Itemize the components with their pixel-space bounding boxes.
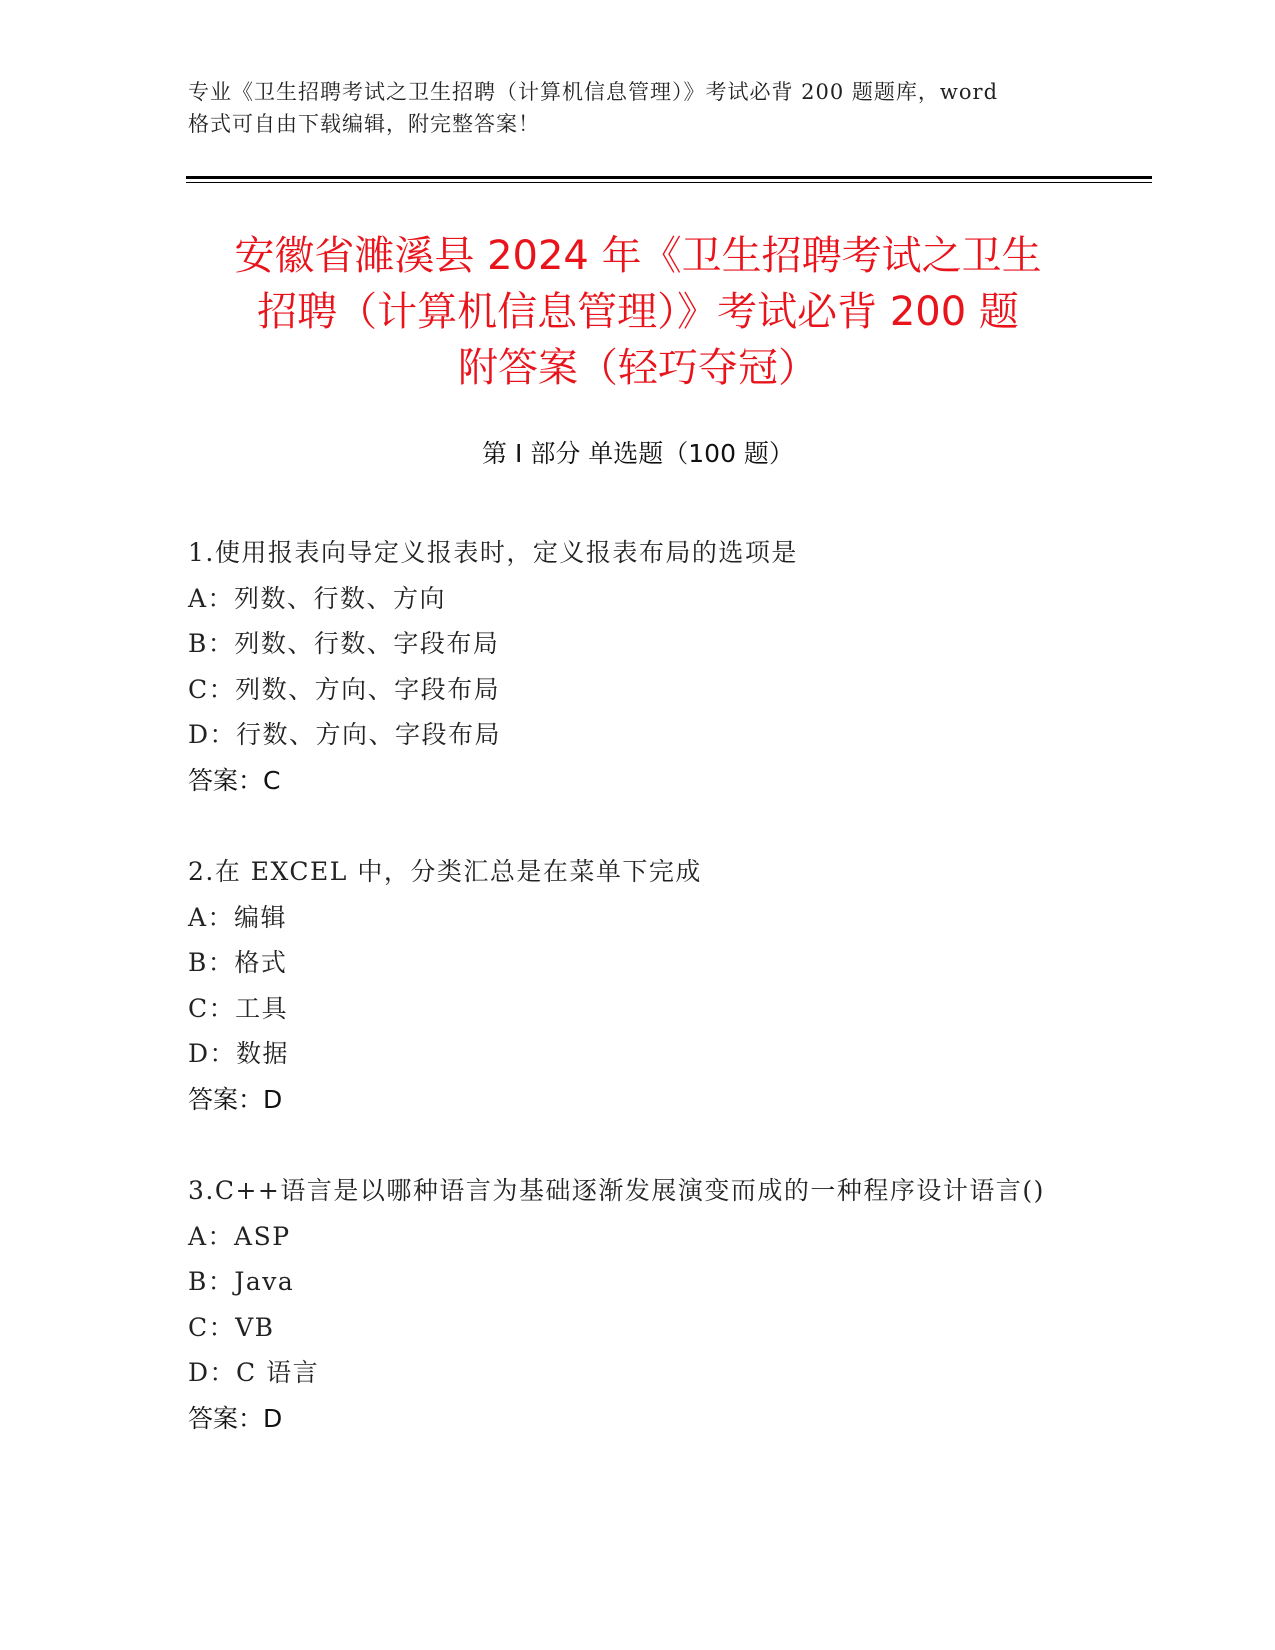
answer-line: 答案：D bbox=[188, 1084, 283, 1114]
option-b: B：Java bbox=[188, 1267, 295, 1296]
document-title bbox=[188, 228, 1088, 396]
option-d: D：数据 bbox=[188, 1039, 290, 1068]
option-d: D：C 语言 bbox=[188, 1358, 320, 1387]
option-a: A：编辑 bbox=[188, 902, 288, 932]
document-title-line-3: 附答案（轻巧夺冠） bbox=[458, 345, 818, 391]
header-divider-thin bbox=[186, 182, 1152, 183]
document-title-line-1: 安徽省濉溪县 2024 年《卫生招聘考试之卫生 bbox=[234, 233, 1042, 279]
option-c: C：VB bbox=[188, 1312, 275, 1342]
option-b: B：列数、行数、字段布局 bbox=[188, 629, 500, 658]
question-stem: 3.C++语言是以哪种语言为基础逐渐发展演变而成的一种程序设计语言() bbox=[188, 1176, 1045, 1205]
header-divider-thick bbox=[186, 176, 1152, 179]
answer-line: 答案：C bbox=[188, 765, 281, 795]
header-note bbox=[188, 76, 1088, 140]
option-c: C：列数、方向、字段布局 bbox=[188, 674, 501, 704]
option-d: D：行数、方向、字段布局 bbox=[188, 720, 502, 749]
question-1 bbox=[188, 530, 1088, 803]
question-stem: 2.在 EXCEL 中，分类汇总是在菜单下完成 bbox=[188, 857, 702, 886]
option-a: A：列数、行数、方向 bbox=[188, 583, 447, 613]
option-b: B：格式 bbox=[188, 948, 288, 977]
question-2 bbox=[188, 849, 1088, 1122]
option-c: C：工具 bbox=[188, 993, 289, 1023]
header-note-line-2: 格式可自由下载编辑，附完整答案！ bbox=[188, 112, 540, 136]
section-heading: 第 I 部分 单选题（100 题） bbox=[482, 439, 794, 468]
document-title-line-2: 招聘（计算机信息管理）》考试必背 200 题 bbox=[257, 289, 1019, 335]
question-stem: 1.使用报表向导定义报表时，定义报表布局的选项是 bbox=[188, 538, 798, 567]
answer-line: 答案：D bbox=[188, 1403, 283, 1433]
option-a: A：ASP bbox=[188, 1221, 291, 1251]
header-note-line-1: 专业《卫生招聘考试之卫生招聘（计算机信息管理）》考试必背 200 题题库，word bbox=[188, 80, 999, 104]
question-3 bbox=[188, 1168, 1088, 1441]
question-list bbox=[188, 530, 1088, 1487]
